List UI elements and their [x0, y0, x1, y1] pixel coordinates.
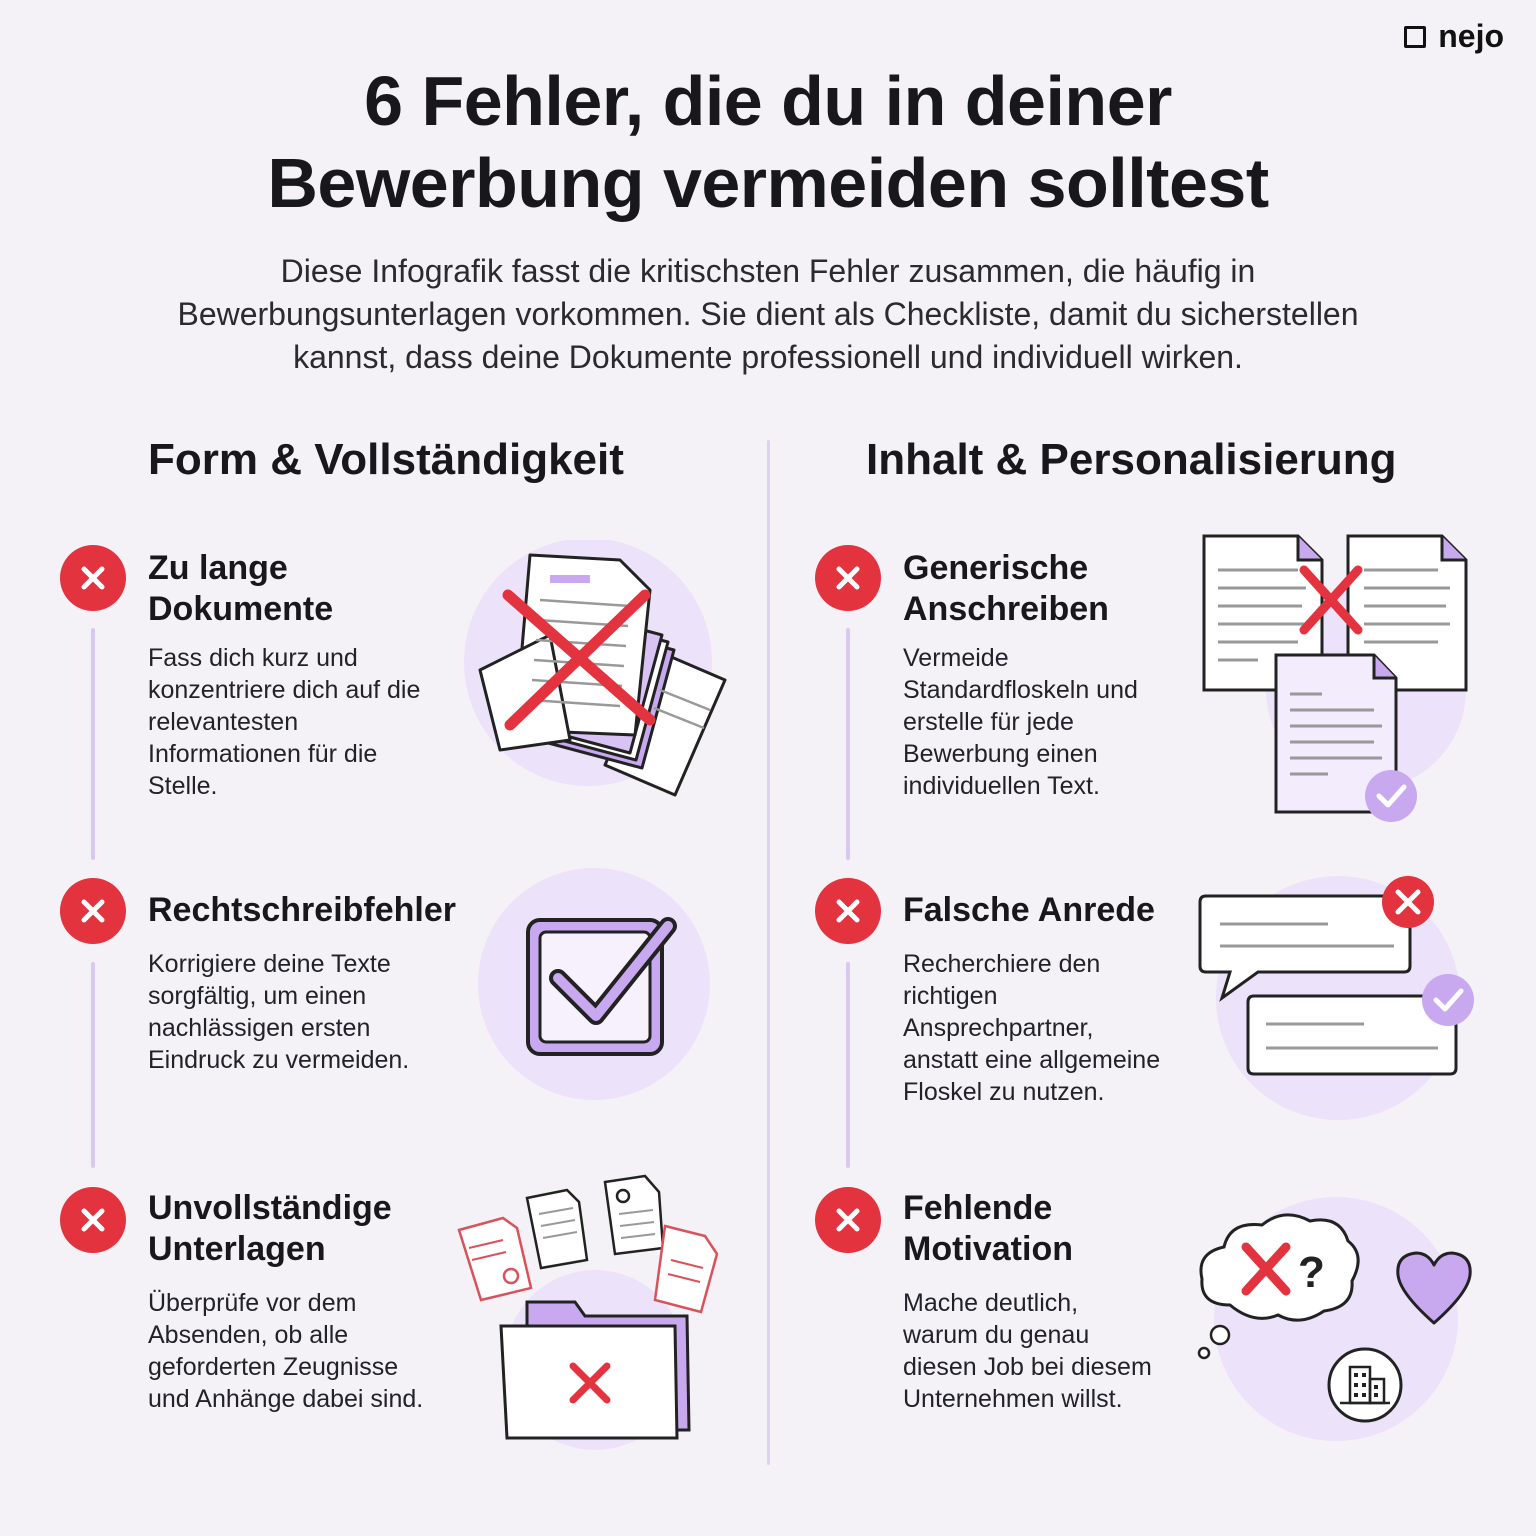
connector-line [846, 962, 850, 1168]
item-desc-wrong-salutation: Recherchiere den richtigen Ansprechpartner, anstatt eine allgemeine Floskel zu nutzen. [903, 950, 1161, 1106]
logo-square-icon [1404, 26, 1426, 48]
subtitle-line-3: kannst, dass deine Dokumente professionell und individuell wirken. [293, 339, 1243, 375]
brand-logo [1404, 18, 1504, 55]
item-title-generic-letters: Generische Anschreiben [903, 549, 1109, 628]
brand-name: nejo [1438, 18, 1504, 54]
thought-bubble-heart-icon [1190, 1195, 1480, 1445]
page-title [0, 60, 1536, 224]
column-divider [767, 440, 770, 1465]
subtitle-line-2: Bewerbungsunterlagen vorkommen. Sie dient als Checkliste, damit du sicherstellen [177, 296, 1359, 332]
error-x-icon [815, 878, 881, 944]
item-title-long-documents: Zu lange Dokumente [148, 549, 334, 628]
item-title-incomplete-documents: Unvollständige Unterlagen [148, 1189, 392, 1268]
svg-text:?: ? [1298, 1248, 1325, 1297]
subtitle-line-1: Diese Infografik fasst die kritischsten Fehler zusammen, die häufig in [280, 253, 1256, 289]
documents-generic-vs-individual-icon [1198, 530, 1478, 830]
page-title-line-1: 6 Fehler, die du in deiner [364, 62, 1172, 140]
chat-bubbles-icon [1198, 870, 1483, 1120]
item-desc-spelling-errors: Korrigiere deine Texte sorgfältig, um einen nachlässigen ersten Eindruck zu vermeiden. [148, 950, 410, 1074]
page-subtitle [118, 250, 1418, 379]
error-x-icon [815, 1187, 881, 1253]
stacked-documents-crossed-icon [460, 540, 740, 810]
folder-missing-documents-icon [455, 1170, 735, 1455]
item-title-spelling-errors: Rechtschreibfehler [148, 891, 456, 929]
connector-line [846, 628, 850, 860]
checkbox-check-icon [478, 868, 718, 1104]
connector-line [91, 628, 95, 860]
error-x-icon [60, 545, 126, 611]
page-title-line-2: Bewerbung vermeiden solltest [267, 144, 1269, 222]
item-desc-incomplete-documents: Überprüfe vor dem Absenden, ob alle geforderten Zeugnisse und Anhänge dabei sind. [148, 1289, 424, 1413]
item-desc-generic-letters: Vermeide Standardfloskeln und erstelle für jede Bewerbung einen individuellen Text. [903, 644, 1138, 800]
item-title-missing-motivation: Fehlende Motivation [903, 1189, 1073, 1268]
error-x-icon [815, 545, 881, 611]
item-title-wrong-salutation: Falsche Anrede [903, 891, 1155, 929]
column-title-content: Inhalt & Personalisierung [866, 435, 1397, 484]
item-desc-missing-motivation: Mache deutlich, warum du genau diesen Job bei diesem Unternehmen willst. [903, 1289, 1152, 1413]
error-x-icon [60, 1187, 126, 1253]
item-desc-long-documents: Fass dich kurz und konzentriere dich auf die relevantesten Informationen für die Stelle. [148, 644, 421, 800]
connector-line [91, 962, 95, 1168]
column-title-form: Form & Vollständigkeit [148, 435, 624, 484]
error-x-icon [60, 878, 126, 944]
